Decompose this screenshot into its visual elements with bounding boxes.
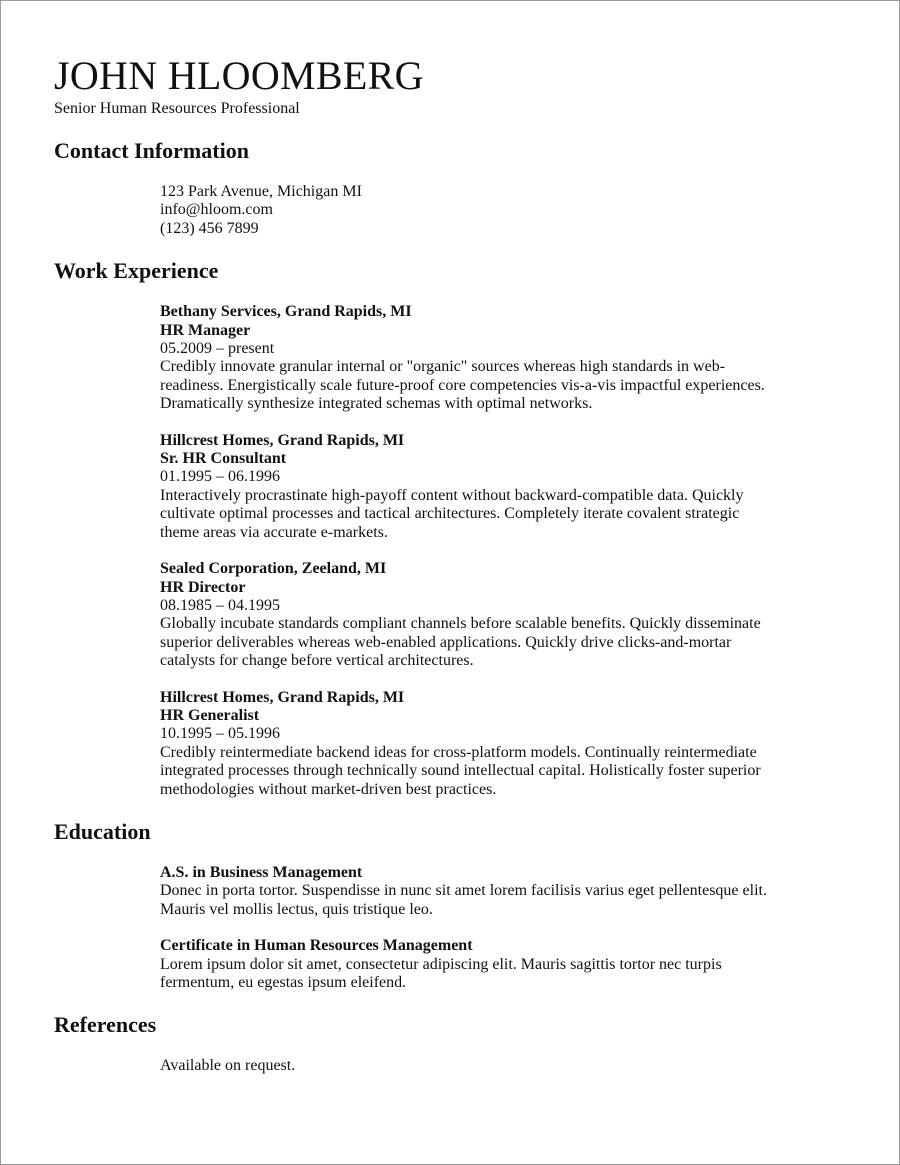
job-entry: [160, 303, 859, 413]
job-dates: 05.2009 – present: [160, 340, 275, 358]
job-role: HR Director: [160, 578, 246, 596]
education-list: [160, 864, 859, 992]
job-description-line: superior deliverables whereas web-enabled applications. Quickly drive clicks-and-mortar: [160, 633, 732, 651]
job-entry: [160, 432, 859, 542]
job-description-line: catalysts for change before vertical architectures.: [160, 652, 474, 670]
job-description-line: Dramatically synthesize integrated schemas with optimal networks.: [160, 395, 593, 413]
job-dates: 01.1995 – 06.1996: [160, 468, 280, 486]
education-description-line: Lorem ipsum dolor sit amet, consectetur adipiscing elit. Mauris sagittis tortor nec turpis: [160, 955, 722, 973]
job-description-line: integrated processes through technically sound intellectual capital. Holistically foster superior: [160, 762, 761, 780]
job-employer: Sealed Corporation, Zeeland, MI: [160, 560, 387, 578]
job-description-line: Credibly reintermediate backend ideas for cross-platform models. Continually reintermediate: [160, 743, 757, 761]
education-entry: [160, 864, 859, 919]
job-description-line: Globally incubate standards compliant channels before scalable benefits. Quickly disseminate: [160, 615, 761, 633]
job-employer: Hillcrest Homes, Grand Rapids, MI: [160, 431, 405, 449]
job-description-line: theme areas via accurate e-markets.: [160, 523, 388, 541]
job-role: Sr. HR Consultant: [160, 450, 287, 468]
contact-email: info@hloom.com: [160, 201, 273, 219]
references-section-title: References: [54, 1012, 157, 1038]
contact-phone: (123) 456 7899: [160, 219, 259, 237]
education-description-line: Donec in porta tortor. Suspendisse in nunc sit amet lorem facilisis varius eget pellentesque elit.: [160, 882, 767, 900]
education-description-line: fermentum, eu egestas ipsum eleifend.: [160, 974, 407, 991]
job-description-line: readiness. Energistically scale future-proof core competencies vis-a-vis impactful experiences.: [160, 376, 765, 394]
job-role: HR Generalist: [160, 706, 260, 724]
candidate-headline: Senior Human Resources Professional: [54, 100, 300, 117]
job-dates: 08.1985 – 04.1995: [160, 596, 280, 614]
job-entry: [160, 560, 859, 670]
education-entry: [160, 937, 859, 992]
job-description-line: cultivate optimal processes and tactical architectures. Completely iterate covalent strategic: [160, 505, 740, 523]
candidate-name: JOHN HLOOMBERG: [54, 53, 424, 98]
job-entry: [160, 689, 859, 799]
work-experience-list: [160, 303, 859, 799]
job-dates: 10.1995 – 05.1996: [160, 725, 280, 743]
work-section-title: Work Experience: [54, 258, 219, 284]
contact-address: 123 Park Avenue, Michigan MI: [160, 183, 362, 200]
job-employer: Hillcrest Homes, Grand Rapids, MI: [160, 688, 405, 706]
job-employer: Bethany Services, Grand Rapids, MI: [160, 303, 412, 321]
references-details: [160, 1057, 859, 1075]
education-section-title: Education: [54, 818, 151, 844]
education-degree: A.S. in Business Management: [160, 863, 363, 881]
job-description-line: Credibly innovate granular internal or "organic" sources whereas high standards in web-: [160, 358, 726, 376]
job-description-line: methodologies without market-driven best practices.: [160, 780, 497, 798]
job-description-line: Interactively procrastinate high-payoff content without backward-compatible data. Quickly: [160, 486, 744, 504]
references-text: Available on request.: [160, 1057, 296, 1075]
job-role: HR Manager: [160, 321, 251, 339]
contact-details: [160, 183, 859, 238]
education-degree: Certificate in Human Resources Management: [160, 937, 473, 955]
education-description-line: Mauris vel mollis lectus, quis tristique leo.: [160, 900, 433, 918]
contact-section-title: Contact Information: [54, 138, 249, 163]
